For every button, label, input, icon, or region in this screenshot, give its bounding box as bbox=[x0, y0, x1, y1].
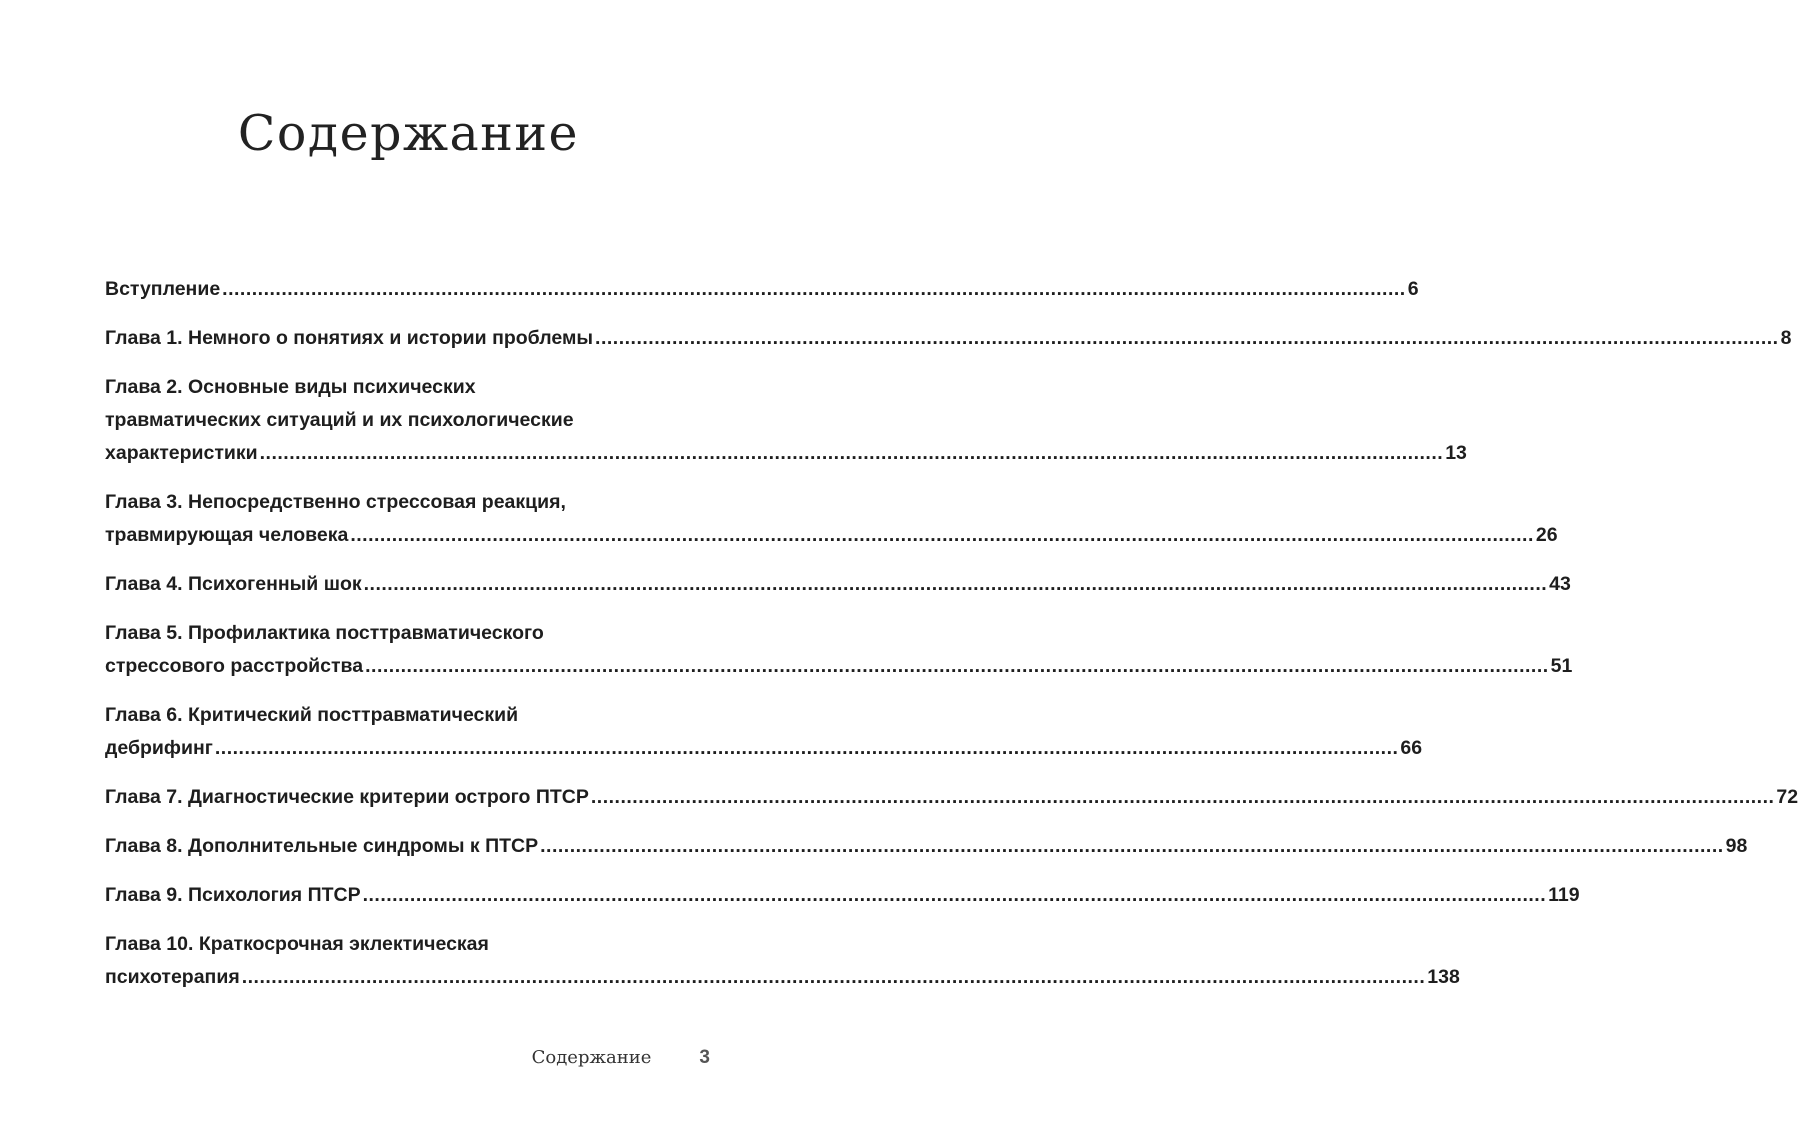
toc-entry-title-line: Глава 4. Психогенный шок bbox=[105, 573, 362, 595]
toc-entry-title-line: Глава 1. Немного о понятиях и истории проблемы bbox=[105, 327, 594, 349]
toc-entry-last-line bbox=[105, 879, 1580, 912]
dot-leader: ........................................................................................................................................................................................................ bbox=[590, 786, 1775, 808]
toc-entry-title-line: психотерапия bbox=[105, 966, 240, 988]
toc-entry bbox=[105, 486, 1558, 552]
toc-entry-last-line bbox=[105, 322, 1792, 355]
toc-page-number: 6 bbox=[1407, 278, 1419, 300]
toc-entry bbox=[105, 830, 1748, 863]
toc-entry-title-line: травматических ситуаций и их психологические bbox=[105, 409, 574, 431]
dot-leader: ........................................................................................................................................................................................................ bbox=[595, 327, 1779, 349]
dot-leader: ........................................................................................................................................................................................................ bbox=[365, 655, 1549, 677]
toc-entry bbox=[105, 273, 1419, 306]
toc-entry-last-line bbox=[105, 437, 1467, 470]
dot-leader: ........................................................................................................................................................................................................ bbox=[259, 442, 1444, 464]
toc-entry-last-line bbox=[105, 732, 1423, 765]
toc-entry-title-line: Глава 10. Краткосрочная эклектическая bbox=[105, 933, 489, 955]
toc-page-number: 66 bbox=[1400, 737, 1423, 759]
toc-entry-last-line bbox=[105, 273, 1419, 306]
toc-entry-title-line: травмирующая человека bbox=[105, 524, 349, 546]
toc-entry bbox=[105, 322, 1792, 355]
toc-entry-title-line: дебрифинг bbox=[105, 737, 213, 759]
toc-entry bbox=[105, 928, 1460, 994]
toc-page-number: 119 bbox=[1548, 884, 1580, 906]
page-title: Содержание bbox=[237, 104, 580, 162]
toc-entry bbox=[105, 617, 1573, 683]
toc-entry-title-line: Глава 7. Диагностические критерии острого ПТСР bbox=[105, 786, 589, 808]
toc-entry-last-line bbox=[105, 830, 1748, 863]
table-of-contents bbox=[105, 273, 1798, 1010]
toc-entry bbox=[105, 699, 1423, 765]
dot-leader: ........................................................................................................................................................................................................ bbox=[350, 524, 1534, 546]
toc-entry-last-line bbox=[105, 568, 1571, 601]
toc-entry-title-line: Глава 3. Непосредственно стрессовая реакция, bbox=[105, 491, 566, 513]
toc-entry-last-line bbox=[105, 781, 1798, 814]
toc-entry-last-line bbox=[105, 650, 1573, 683]
running-footer bbox=[0, 1047, 710, 1069]
dot-leader: ........................................................................................................................................................................................................ bbox=[362, 884, 1547, 906]
toc-entry-title-line: характеристики bbox=[105, 442, 258, 464]
toc-entry bbox=[105, 568, 1571, 601]
toc-entry-title-line: Глава 2. Основные виды психических bbox=[105, 376, 476, 398]
dot-leader: ........................................................................................................................................................................................................ bbox=[222, 278, 1406, 300]
toc-entry bbox=[105, 371, 1467, 470]
toc-page-number: 43 bbox=[1549, 573, 1571, 595]
toc-entry-title-line: Вступление bbox=[105, 278, 221, 300]
toc-page-number: 138 bbox=[1427, 966, 1460, 988]
toc-entry-last-line bbox=[105, 519, 1558, 552]
footer-page-number: 3 bbox=[699, 1047, 710, 1068]
toc-entry bbox=[105, 781, 1798, 814]
toc-page-number: 98 bbox=[1725, 835, 1748, 857]
dot-leader: ........................................................................................................................................................................................................ bbox=[363, 573, 1548, 595]
dot-leader: ........................................................................................................................................................................................................ bbox=[540, 835, 1724, 857]
toc-entry-title-line: Глава 5. Профилактика посттравматического bbox=[105, 622, 544, 644]
toc-entry bbox=[105, 879, 1580, 912]
dot-leader: ........................................................................................................................................................................................................ bbox=[214, 737, 1399, 759]
toc-page-number: 26 bbox=[1535, 524, 1558, 546]
toc-entry-title-line: стрессового расстройства bbox=[105, 655, 364, 677]
toc-entry-last-line bbox=[105, 961, 1460, 994]
dot-leader: ........................................................................................................................................................................................................ bbox=[241, 966, 1426, 988]
toc-page-number: 8 bbox=[1780, 327, 1792, 349]
toc-entry-title-line: Глава 9. Психология ПТСР bbox=[105, 884, 361, 906]
toc-entry-title-line: Глава 6. Критический посттравматический bbox=[105, 704, 519, 726]
toc-page-number: 13 bbox=[1445, 442, 1467, 464]
toc-entry-title-line: Глава 8. Дополнительные синдромы к ПТСР bbox=[105, 835, 539, 857]
toc-page-number: 72 bbox=[1776, 786, 1798, 808]
footer-label: Содержание bbox=[531, 1047, 652, 1068]
toc-page-number: 51 bbox=[1550, 655, 1573, 677]
